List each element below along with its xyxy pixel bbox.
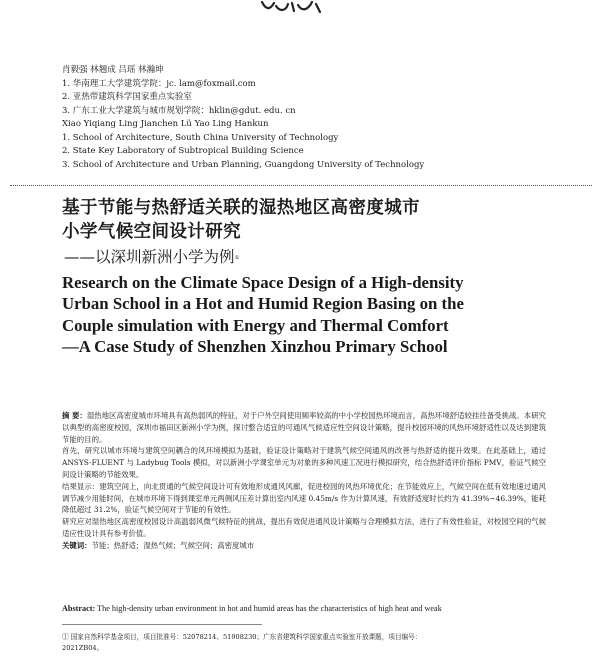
funding-footnote — [62, 632, 542, 654]
abstract-english — [62, 604, 562, 613]
affiliation-cn-3: 3. 广东工业大学建筑与城市规划学院：hklin@gdut. edu. cn — [62, 105, 296, 116]
affiliation-en-3: 3. School of Architecture and Urban Planning, Guangdong University of Technology — [62, 159, 425, 170]
author-names-en: Xiao Yiqiang Ling Jianchen Lü Yao Ling Hankun — [62, 119, 269, 129]
abstract-en-label: Abstract: — [62, 604, 96, 613]
title-en-line-1: Research on the Climate Space Design of a High-density — [62, 273, 464, 292]
keywords-text: 节能；热舒适；湿热气候；气候空间；高密度城市 — [91, 540, 255, 550]
author-affiliations — [62, 64, 424, 172]
journal-logo — [258, 0, 328, 14]
abstract-paragraph-4: 研究应对湿热地区高密度校园设计高温弱风微气候特征的挑战，提出有效促进通风设计策略与合理模拟方法，进行了有效性验证，对校园空间的气候适应性设计具有参考价值。 — [62, 517, 546, 538]
author-names-cn: 肖毅强 林翘成 吕瑶 林瀚坤 — [62, 65, 164, 75]
abstract-paragraph-3: 结果显示：建筑空间上，向北贯通的气候空间设计可有效地形成通风风廊，促进校园的风热环境优化；在节能效应上，气候空间在低有效地速过通风调节减少用能时间，在城市环境下得到课室单元两侧风压差计算出室内风速 0.45m/s 作为计算风速，有效舒适度时长约为 41.39%~46.39%，能耗降低超过 31.2%，验证气候空间对于节能的有效性。 — [62, 481, 546, 515]
abstract-paragraph-1 — [62, 410, 546, 445]
abstract-p1-text: 湿热地区高密度城市环境具有高热弱风的特征，对于户外空间使用频率较高的中小学校园热环境而言，高热环境舒适较挂往备受挑战。本研究以典型的高密度校园，深圳市福田区新洲小学为例，探讨整合适宜的可通风气候适应性空间设计策略，提升校园环境的风热环境舒适性以及达到建筑节能的目的。 — [62, 411, 546, 444]
keywords-line — [62, 540, 546, 552]
affiliation-cn-2: 2. 亚热带建筑科学国家重点实验室 — [62, 92, 192, 102]
header-divider — [10, 185, 592, 186]
abstract-chinese — [62, 410, 546, 552]
title-chinese — [62, 196, 420, 244]
affiliation-en-2: 2. State Key Laboratory of Subtropical Building Science — [62, 146, 304, 156]
affiliation-en-1: 1. School of Architecture, South China University of Technology — [62, 132, 339, 143]
keywords-label: 关键词： — [62, 540, 92, 550]
title-cn-line-1: 基于节能与热舒适关联的湿热地区高密度城市 — [62, 198, 420, 218]
abstract-en-text: The high-density urban environment in hot and humid areas has the characteristics of high heat and weak — [97, 604, 442, 613]
title-en-line-3: Couple simulation with Energy and Thermal Comfort — [62, 315, 449, 335]
title-en-line-4: —A Case Study of Shenzhen Xinzhou Primary School — [62, 336, 448, 356]
abstract-label: 摘 要： — [62, 411, 87, 420]
title-english — [62, 272, 582, 357]
subtitle-cn-text: ——以深圳新洲小学为例 — [64, 248, 235, 266]
affiliation-cn-1: 1. 华南理工大学建筑学院：jc. lam@foxmail.com — [62, 78, 256, 89]
subtitle-chinese — [64, 248, 239, 267]
abstract-paragraph-2: 首先，研究以城市环境与建筑空间耦合的风环境模拟为基础，验证设计策略对于建筑气候空间通风的改善与热舒适的提升效果。在此基础上，通过 ANSYS-FLUENT 与 Ladybug Tools 模拟，对以新洲小学课室单元为对象的多种风速工况进行模拟研究，结合热舒适评价指标 PMV，验证气候空间设计策略的节能效果。 — [62, 446, 546, 479]
footnote-marker: ① — [234, 255, 240, 261]
title-cn-line-2: 小学气候空间设计研究 — [62, 222, 241, 242]
footnote-line-2: 2021ZB04。 — [62, 644, 104, 652]
footnote-rule — [62, 624, 262, 625]
title-en-line-2: Urban School in a Hot and Humid Region Basing on the — [62, 294, 464, 314]
footnote-line-1: ① 国家自然科学基金项目，项目批准号：52078214、51908230；广东省建筑科学国家重点实验室开放课题，项目编号： — [62, 633, 422, 641]
